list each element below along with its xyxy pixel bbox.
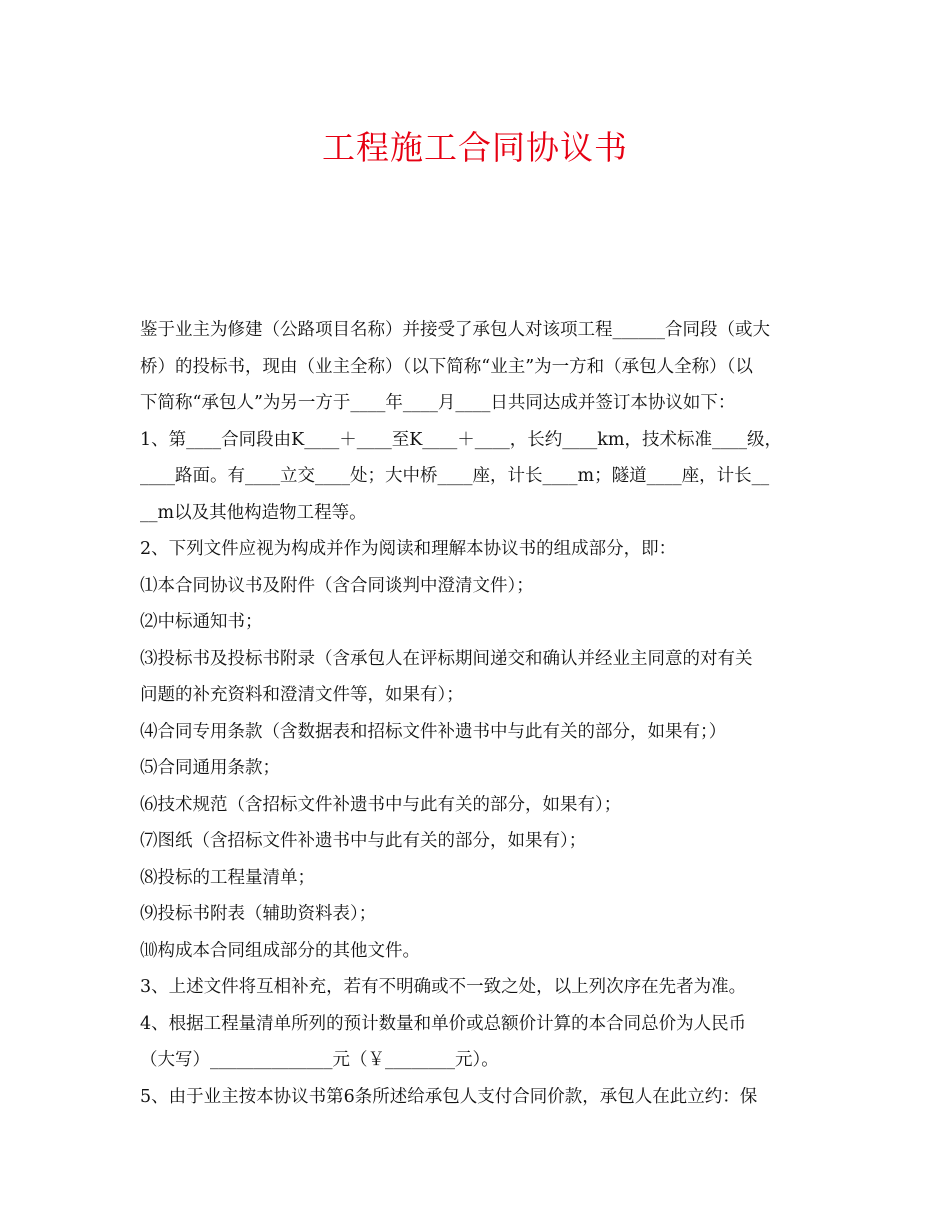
list-item: ⑷合同专用条款（含数据表和招标文件补遗书中与此有关的部分，如果有；）: [140, 721, 727, 742]
list-item-continuation: 问题的补充资料和澄清文件等，如果有）；: [140, 685, 464, 705]
text-line: ____路面。有____立交____处；大中桥____座，计长____m；隧道____座，计长__: [140, 466, 770, 486]
list-item: ⑴本合同协议书及附件（含合同谈判中澄清文件）；: [140, 575, 534, 596]
text-line: 2、下列文件应视为构成并作为阅读和理解本协议书的组成部分，即：: [140, 539, 677, 559]
clause-1: [140, 422, 812, 532]
clause-4: [140, 1006, 812, 1079]
text-line: 1、第____合同段由K____＋____至K____＋____，长约____km，技术标准____级，: [140, 429, 782, 450]
list-item: ⑵中标通知书；: [140, 612, 263, 632]
list-item: ⑶投标书及投标书附录（含承包人在评标期间递交和确认并经业主同意的对有关: [140, 648, 753, 669]
text-line: 4、根据工程量清单所列的预计数量和单价或总额价计算的本合同总价为人民币: [140, 1013, 747, 1034]
text-line: 桥）的投标书，现由（业主全称）（以下简称“业主”为一方和（承包人全称）（以: [140, 356, 753, 377]
clause-5: [140, 1079, 812, 1116]
list-item: ⑽构成本合同组成部分的其他文件。: [140, 940, 420, 961]
text-line: 3、上述文件将互相补充，若有不明确或不一致之处，以上列次序在先者为准。: [140, 977, 747, 997]
list-item: ⑻投标的工程量清单；: [140, 867, 315, 888]
list-item: ⑼投标书附表（辅助资料表）；: [140, 904, 377, 924]
text-line: （大写）______________元（￥________元）。: [140, 1050, 499, 1070]
clause-3: [140, 969, 812, 1006]
list-item: ⑹技术规范（含招标文件补遗书中与此有关的部分，如果有）；: [140, 794, 622, 815]
text-line: 鉴于业主为修建（公路项目名称）并接受了承包人对该项工程______合同段（或大: [140, 320, 770, 340]
page-title: 工程施工合同协议书: [322, 128, 628, 167]
list-item: ⑺图纸（含招标文件补遗书中与此有关的部分，如果有）；: [140, 831, 587, 851]
clause-2: [140, 531, 812, 969]
document-body: [140, 312, 812, 1115]
text-line: __m以及其他构造物工程等。: [140, 502, 367, 523]
text-line: 下简称“承包人”为另一方于____年____月____日共同达成并签订本协议如下：: [140, 393, 736, 413]
list-item: ⑸合同通用条款；: [140, 758, 280, 778]
text-line: 5、由于业主按本协议书第6条所述给承包人支付合同价款，承包人在此立约：保: [140, 1086, 758, 1107]
preamble-paragraph: [140, 312, 812, 422]
